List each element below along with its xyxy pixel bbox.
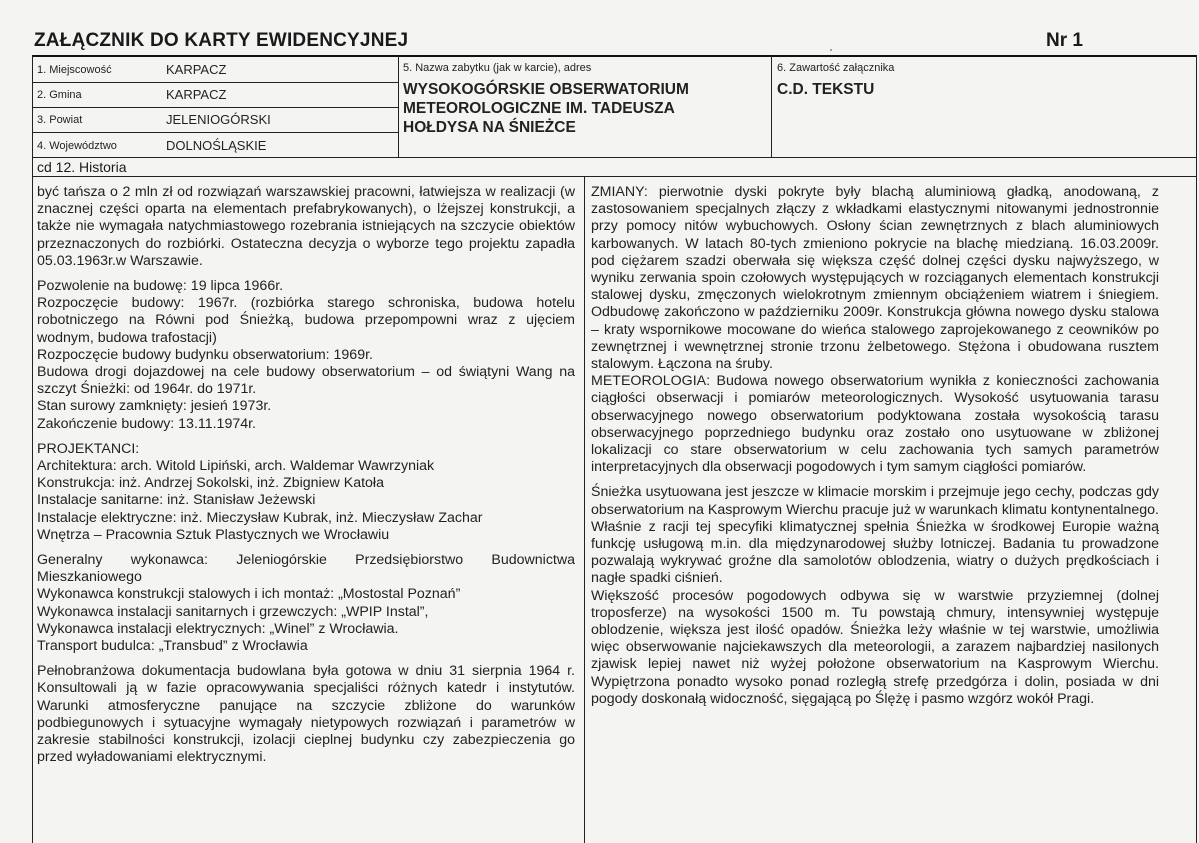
row-rule-3 [32, 132, 398, 133]
right-paragraph-zmiany: ZMIANY: pierwotnie dyski pokryte były blachą aluminiową gładką, anodowaną, z zastosowaniem specjalnych złączy z wkładkami elastycznymi nitowanymi jednostronnie przy pomocy nitów wybuchowych. Osłony ścian zewnętrznych z blach aluminiowych karbowanych. W latach 80-tych zmieniono pokrycie na blachę miedzianą. 16.03.2009r. pod ciężarem szadzi oberwała się większa część dolnej części dysku najwyższego, w wyniku zerwania spoin czołowych występujących w rozciąganych elementach konstrukcji stalowej dysku, zmęczonych wielokrotnym zmiennym obciążeniem wiatrem i śniegiem. Odbudowę zakończono w październiku 2009r. Konstrukcja główna nowego dysku stalowa – kraty wspornikowe mocowane do wieńca stalowego zaprojekowanego z ceowników po zewnętrznej i wewnętrznej stronie trzonu żelbetowego. Stężona i obudowana rusztem stalowym. Łączona na śruby. [591, 184, 1159, 373]
header-top-rule [32, 55, 1197, 57]
row-rule-2 [32, 107, 398, 108]
left-p2-line: Budowa drogi dojazdowej na cele budowy obserwatorium – od świątyni Wang na szczyt Śnieżki: od 1964r. do 1971r. [37, 364, 575, 398]
scan-speck [830, 49, 832, 51]
zawartosc-value: C.D. TEKSTU [777, 81, 875, 98]
nazwa-line-1: WYSOKOGÓRSKIE OBSERWATORIUM [403, 81, 689, 98]
left-column [37, 184, 575, 767]
nazwa-value [403, 80, 689, 137]
section-heading: cd 12. Historia [37, 159, 127, 175]
right-column [591, 184, 1159, 708]
powiat-label: 3. Powiat [37, 114, 83, 126]
left-p4-line: Wykonawca konstrukcji stalowych i ich montaż: „Mostostal Poznań” [37, 586, 461, 603]
left-paragraph-2 [37, 278, 575, 433]
left-p2-line: Rozpoczęcie budowy budynku obserwatorium: 1969r. [37, 346, 373, 363]
document-number: Nr 1 [1046, 30, 1083, 51]
left-p2-line: Rozpoczęcie budowy: 1967r. (rozbiórka starego schroniska, budowa hotelu robotniczego na Równi pod Śnieżką, budowa przepompowni wraz z ujęciem wodnym, budowa trafostacji) [37, 295, 575, 346]
left-paragraph-5: Pełnobranżowa dokumentacja budowlana była gotowa w dniu 31 sierpnia 1964 r. Konsultowali ją w fazie opracowywania specjaliści różnych katedr i instytutów. Warunki atmosferyczne panujące na szczycie zbliżone do warunków podbiegunowych i sytuacyjne wymagały nietypowych rozwiązań i parametrów w zakresie stabilności konstrukcji, izolacji cieplnej budynku czy zabezpieczenia go przed wyładowaniami elektrycznymi. [37, 663, 575, 766]
document-title: ZAŁĄCZNIK DO KARTY EWIDENCYJNEJ [34, 30, 409, 51]
powiat-value: JELENIOGÓRSKI [166, 112, 271, 127]
left-p3-line: Architektura: arch. Witold Lipiński, arch. Waldemar Wawrzyniak [37, 458, 435, 475]
header-bottom-rule [32, 157, 1197, 158]
left-paragraph-3 [37, 441, 575, 544]
nazwa-line-3: HOŁDYSA NA ŚNIEŻCE [403, 119, 576, 136]
left-p4-line: Wykonawca instalacji elektrycznych: „Winel” z Wrocławia. [37, 620, 399, 637]
left-p4-line: Generalny wykonawca: Jeleniogórskie Przedsiębiorstwo Budownictwa Mieszkaniowego [37, 552, 575, 586]
left-border [32, 55, 33, 843]
left-p2-line: Pozwolenie na budowę: 19 lipca 1966r. [37, 278, 284, 295]
left-p4-line: Transport budulca: „Transbud” z Wrocławia [37, 638, 308, 655]
left-p2-line: Zakończenie budowy: 13.11.1974r. [37, 415, 257, 432]
left-paragraph-1: być tańsza o 2 mln zł od rozwiązań warszawskiej pracowni, łatwiejsza w realizacji (w znacznej części oparta na elementach prefabrykowanych), o lżejszej konstrukcji, a także nie wymagała natychmiastowego rozebrania istniejących na szczycie obiektów przeznaczonych do rozbiórki. Ostateczna decyzja o wyborze tego projektu zapadła 05.03.1963r.w Warszawie. [37, 184, 575, 269]
left-p4-line: Wykonawca instalacji sanitarnych i grzewczych: „WPIP Instal”, [37, 603, 429, 620]
miejscowosc-label: 1. Miejscowość [37, 64, 112, 76]
wojewodztwo-label: 4. Województwo [37, 140, 117, 152]
gmina-value: KARPACZ [166, 87, 227, 102]
nazwa-line-2: METEOROLOGICZNE IM. TADEUSZA [403, 100, 675, 117]
left-p3-line: Instalacje elektryczne: inż. Mieczysław Kubrak, inż. Mieczysław Zachar [37, 509, 483, 526]
left-paragraph-4 [37, 552, 575, 655]
gmina-label: 2. Gmina [37, 89, 82, 101]
column-divider [584, 176, 585, 843]
right-paragraph-klimat: Śnieżka usytuowana jest jeszcze w klimacie morskim i przejmuje jego cechy, podczas gdy obserwatorium na Kasprowym Wierchu pracuje już w warunkach klimatu kontynentalnego. Właśnie z racji tej specyfiki klimatycznej spełnia Śnieżka w środkowej Europie ważną funkcję usługową m.in. dla międzynarodowej służby lotniczej. Badania tu prowadzone pozwalają wykrywać groźne dla samolotów oblodzenia, wiatry o dużych prędkościach i nagłe spadki ciśnień. [591, 484, 1159, 587]
row-rule-1 [32, 82, 398, 83]
miejscowosc-value: KARPACZ [166, 62, 227, 77]
wojewodztwo-value: DOLNOŚLĄSKIE [166, 138, 267, 153]
zawartosc-label: 6. Zawartość załącznika [777, 62, 895, 74]
nazwa-label: 5. Nazwa zabytku (jak w karcie), adres [403, 62, 592, 74]
header-divider-1 [398, 55, 399, 158]
header-divider-2 [771, 55, 772, 158]
left-p3-line: Konstrukcja: inż. Andrzej Sokolski, inż. Zbigniew Katoła [37, 475, 384, 492]
left-p3-line: Wnętrza – Pracownia Sztuk Plastycznych we Wrocławiu [37, 526, 390, 543]
left-p3-line: Instalacje sanitarne: inż. Stanisław Jeżewski [37, 492, 316, 509]
right-paragraph-procesy: Większość procesów pogodowych odbywa się w warstwie przyziemnej (dolnej troposferze) na wysokości 1500 m. Tu powstają chmury, intensywniej występuje oblodzenie, większa jest ilość opadów. Śnieżka leży właśnie w tej warstwie, umożliwia więc obserwowanie najciekawszych dla meteorologii, a zarazem najbardziej nasilonych zjawisk lepiej nawet niż wyżej położone obserwatorium na Kasprowym Wierchu. Wypiętrzona ponadto wysoko ponad rozległą strefę przedgórza i dolin, posiada w dni pogody doskonałą widoczność, sięgającą po Ślężę i pasmo wzgórz wokół Pragi. [591, 587, 1159, 707]
left-p2-line: Stan surowy zamknięty: jesień 1973r. [37, 398, 272, 415]
section-rule [32, 176, 1197, 177]
right-paragraph-meteorologia: METEOROLOGIA: Budowa nowego obserwatorium wynikła z konieczności zachowania ciągłości obserwacji i pomiarów meteorologicznych. Wysokość usytuowania tarasu obserwacyjnego nowego obserwatorium podyktowana została wysokością tarasu obserwacyjnego poprzedniego budynku oraz zostało ono usytuowane w zbliżonej lokalizacji co stare obserwatorium w celu zachowania tych samych parametrów interpretacyjnych dla obserwacji pogodowych i tym samym ciągłości pomiarów. [591, 373, 1159, 476]
right-border [1196, 55, 1197, 843]
left-p3-line: PROJEKTANCI: [37, 440, 140, 457]
